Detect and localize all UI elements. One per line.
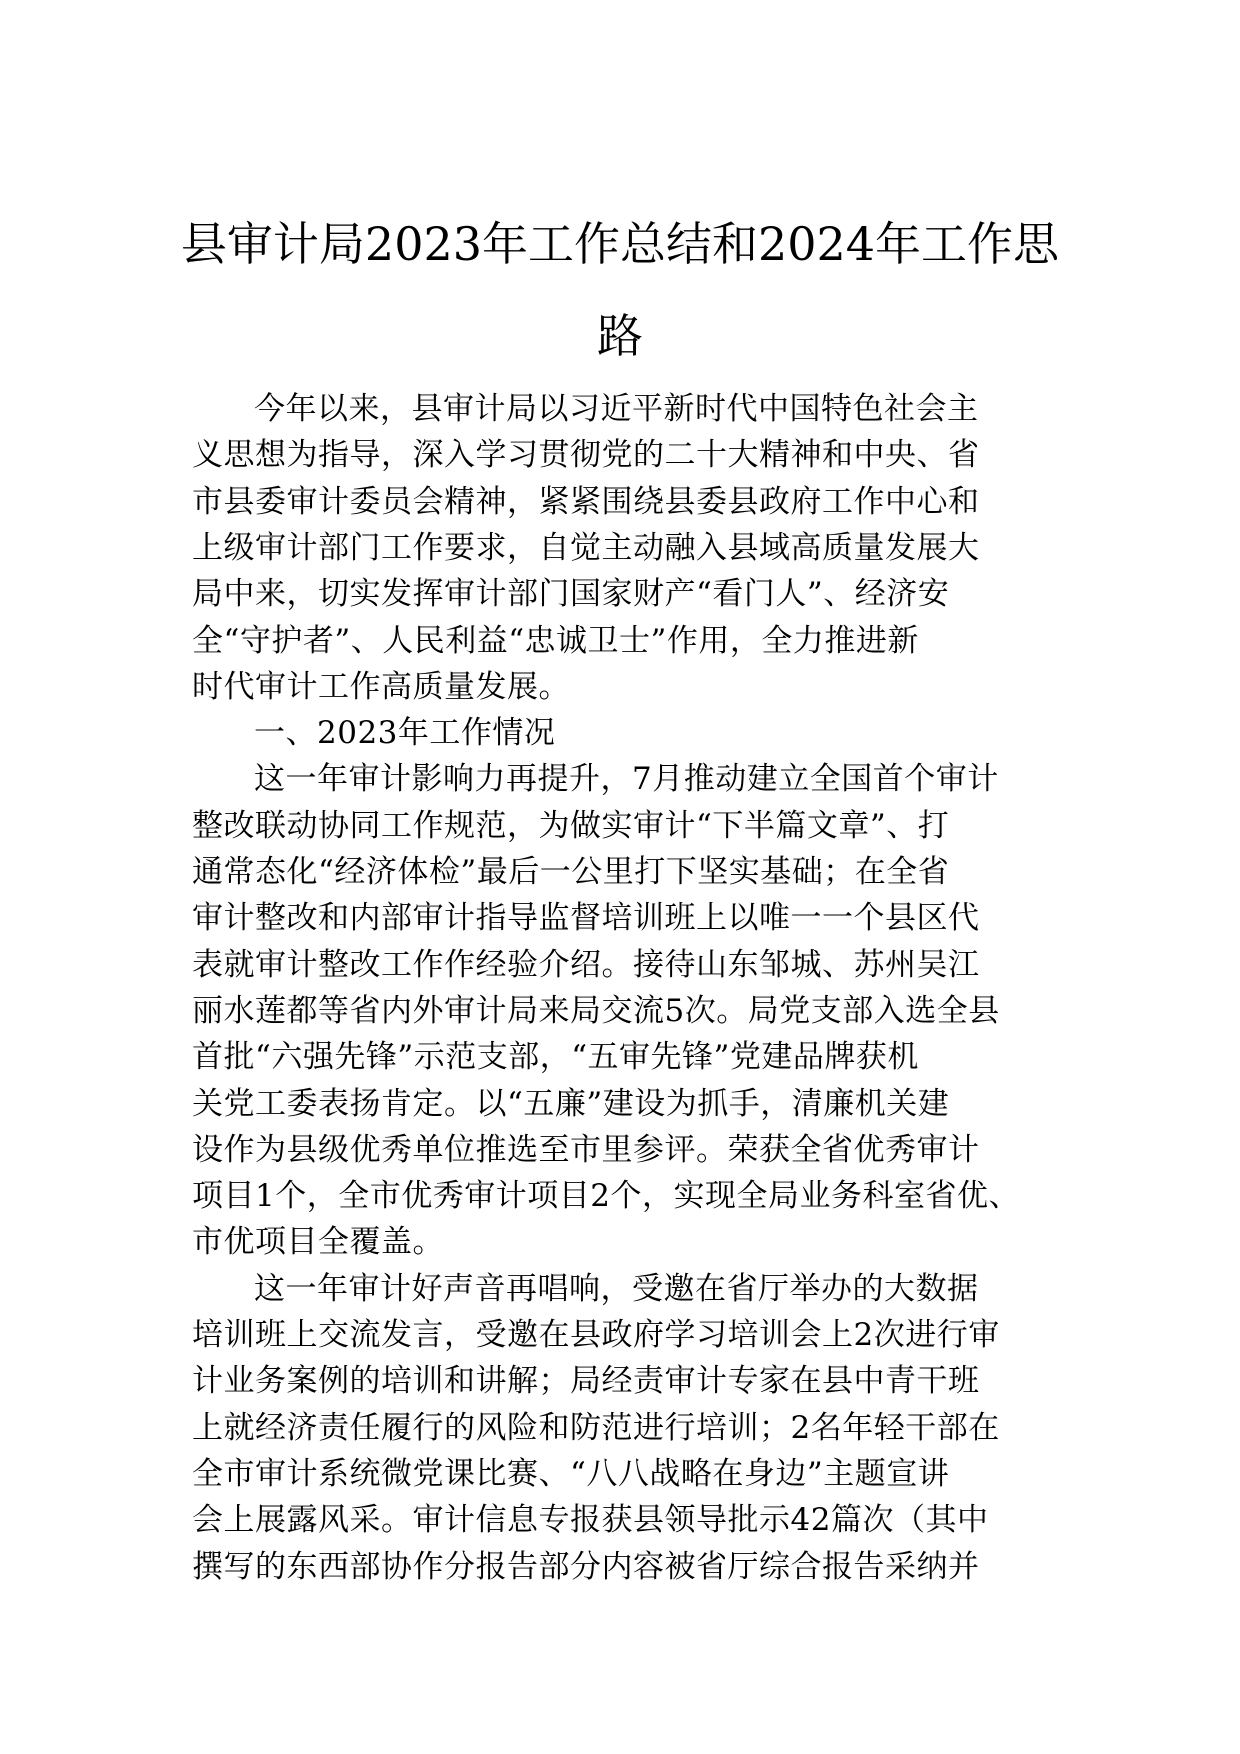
body-line: 首批“六强先锋”示范支部，“五审先锋”党建品牌获机 [192, 1039, 919, 1076]
body-line: 会上展露风采。审计信息专报获县领导批示42篇次（其中 [192, 1502, 989, 1539]
body-line: 市县委审计委员会精神，紧紧围绕县委县政府工作中心和 [192, 483, 980, 520]
body-line: 局中来，切实发挥审计部门国家财产“看门人”、经济安 [192, 576, 950, 613]
body-line: 表就审计整改工作作经验介绍。接待山东邹城、苏州吴江 [192, 946, 980, 983]
body-line: 撰写的东西部协作分报告部分内容被省厅综合报告采纳并 [192, 1548, 980, 1585]
body-line: 整改联动协同工作规范，为做实审计“下半篇文章”、打 [192, 807, 950, 844]
body-line: 培训班上交流发言，受邀在县政府学习培训会上2次进行审 [192, 1317, 1000, 1353]
body-line: 关党工委表扬肯定。以“五廉”建设为抓手，清廉机关建 [192, 1085, 950, 1122]
body-line: 全“守护者”、人民利益“忠诚卫士”作用，全力推进新 [192, 622, 919, 659]
document-title-line-2: 路 [597, 309, 643, 363]
body-line: 上级审计部门工作要求，自觉主动融入县域高质量发展大 [192, 529, 980, 566]
body-line: 全市审计系统微党课比赛、“八八战略在身边”主题宣讲 [192, 1455, 950, 1492]
body-line: 一、2023年工作情况 [254, 715, 556, 752]
body-line: 设作为县级优秀单位推选至市里参评。荣获全省优秀审计 [192, 1131, 980, 1168]
body-line: 时代审计工作高质量发展。 [192, 668, 570, 705]
body-line: 计业务案例的培训和讲解；局经责审计专家在县中青干班 [192, 1363, 980, 1400]
body-line: 丽水莲都等省内外审计局来局交流5次。局党支部入选全县 [192, 992, 1000, 1029]
document-title-line-1: 县审计局2023年工作总结和2024年工作思 [180, 217, 1060, 271]
body-line: 市优项目全覆盖。 [192, 1224, 444, 1261]
body-line: 这一年审计好声音再唱响，受邀在省厅举办的大数据 [254, 1270, 979, 1307]
body-line: 项目1个，全市优秀审计项目2个，实现全局业务科室省优、 [192, 1178, 1020, 1215]
body-line: 这一年审计影响力再提升，7月推动建立全国首个审计 [254, 761, 999, 798]
body-line: 义思想为指导，深入学习贯彻党的二十大精神和中央、省 [192, 437, 980, 474]
body-line: 上就经济责任履行的风险和防范进行培训；2名年轻干部在 [192, 1409, 1000, 1446]
body-line: 今年以来，县审计局以习近平新时代中国特色社会主 [254, 391, 979, 427]
body-line: 通常态化“经济体检”最后一公里打下坚实基础；在全省 [192, 854, 950, 890]
body-line: 审计整改和内部审计指导监督培训班上以唯一一个县区代 [192, 900, 980, 937]
